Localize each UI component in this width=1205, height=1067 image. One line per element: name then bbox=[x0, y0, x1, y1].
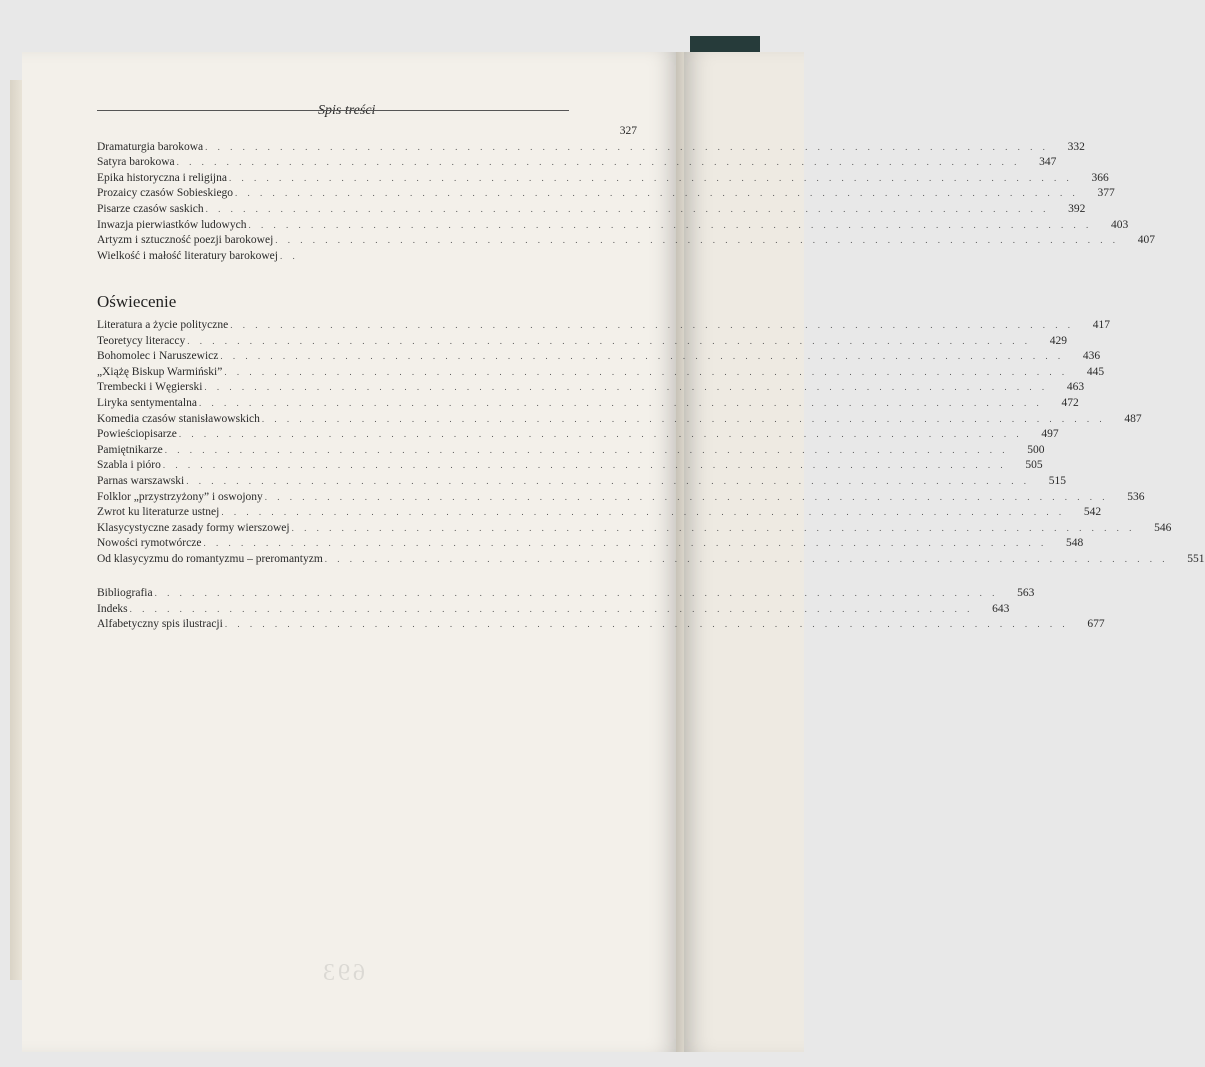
toc-entry bbox=[97, 380, 1085, 396]
toc-entry-title: Pisarze czasów saskich bbox=[97, 202, 204, 215]
toc-entry-page: 366 bbox=[1091, 171, 1109, 184]
toc-entry-page: 542 bbox=[1083, 506, 1102, 519]
toc-leader-dots: . . . . . . . . . . . . . . . . . . . . . . . . . . . . . . . . . . . . . . . . . . . . . . . . . . . . . . . . . . . . . . . . . . . . bbox=[178, 429, 1023, 440]
toc-leader-dots: . . . . . . . . . . . . . . . . . . . . . . . . . . . . . . . . . . . . . . . . . . . . . . . . . . . . . . . . . . . . . . . . . . . . bbox=[187, 335, 1032, 346]
toc-leader-dots: . . . . . . . . . . . . . . . . . . . . . . . . . . . . . . . . . . . . . . . . . . . . . . . . . . . . . . . . . . . . . . . . . . . . bbox=[230, 320, 1074, 330]
toc-entry-title: Komedia czasów stanisławowskich bbox=[97, 412, 260, 425]
toc-entry-page: 487 bbox=[1124, 412, 1142, 425]
toc-entry-title: Wielkość i małość literatury barokowej bbox=[97, 249, 278, 262]
toc-entry bbox=[97, 365, 1105, 381]
toc-entry-title: Powieściopisarze bbox=[97, 428, 177, 441]
toc-entry-page: 677 bbox=[1087, 618, 1105, 631]
toc-entry-title: Bibliografia bbox=[97, 587, 153, 599]
toc-entry-page: 327 bbox=[619, 125, 637, 137]
toc-entry bbox=[97, 443, 1045, 459]
running-header: Spis treści bbox=[318, 103, 376, 118]
toc-entry-title: Od klasycyzmu do romantyzmu – preromantyzm bbox=[97, 552, 323, 565]
toc-entry-title: Satyra barokowa bbox=[97, 156, 175, 169]
toc-entry-title: Pamiętnikarze bbox=[97, 443, 163, 456]
toc-leader-dots: . . . . . . . . . . . . . . . . . . . . . . . . . . . . . . . . . . . . . . . . . . . . . . . . . . . . . . . . . . . . . . . . . . . . bbox=[203, 538, 1048, 549]
toc-entry bbox=[97, 617, 1105, 633]
toc-leader-dots: . . . . . . . . . . . . . . . . . . . . . . . . . . . . . . . . . . . . . . . . . . . . . . . . . . . . . . . . . . . . . . . . . . . . bbox=[205, 203, 1050, 214]
toc-entry-page: 551 bbox=[1187, 552, 1205, 565]
toc-entry bbox=[97, 396, 1079, 412]
toc-entry-page: 563 bbox=[1017, 587, 1035, 599]
toc-leader-dots: . . . . . . . . . . . . . . . . . . . . . . . . . . . . . . . . . . . . . . . . . . . . . . . . . . . . . . . . . . . . . . . . . . . . bbox=[235, 188, 1079, 199]
toc-leader-dots: . . . . . . . . . . . . . . . . . . . . . . . . . . . . . . . . . . . . . . . . . . . . . . . . . . . . . . . . . . . . . . . . . . . . bbox=[275, 235, 1120, 246]
toc-entry-title: Literatura a życie polityczne bbox=[97, 319, 229, 331]
toc-entry bbox=[97, 505, 1102, 521]
toc-entry-page: 536 bbox=[1127, 490, 1145, 503]
toc-leader-dots: . . . . . . . . . . . . . . . . . . . . . . . . . . . . . . . . . . . . . . . . . . . . . . . . . . . . . . . . . . . . . . . . . . . . bbox=[224, 619, 1069, 630]
toc-entry-page: 445 bbox=[1086, 365, 1105, 378]
toc-entry-page: 429 bbox=[1049, 334, 1068, 347]
toc-entry-page: 463 bbox=[1066, 381, 1085, 394]
toc-leader-dots: . . . . . . . . . . . . . . . . . . . . . . . . . . . . . . . . . . . . . . . . . . . . . . . . . . . . . . . . . . . . . . . . . . . . bbox=[164, 444, 1009, 455]
toc-entry-page: 377 bbox=[1097, 187, 1115, 200]
toc-entry-page: 403 bbox=[1110, 218, 1129, 231]
toc-entry-title: Klasycystyczne zasady formy wierszowej bbox=[97, 521, 290, 534]
toc-entry bbox=[97, 124, 637, 140]
toc-leader-dots: . . . . . . . . . . . . . . . . . . . . . . . . . . . . . . . . . . . . . . . . . . . . . . . . . . . . . . . . . . . . . . . . . . . . bbox=[154, 588, 999, 598]
toc-entry-page: 472 bbox=[1061, 396, 1079, 409]
toc-entry bbox=[97, 249, 637, 265]
toc-leader-dots: . . . . . . . . . . . . . . . . . . . . . . . . . . . . . . . . . . . . . . . . . . . . . . . . . . . . . . . . . . . . . . . . . . . . bbox=[176, 157, 1021, 168]
toc-entry bbox=[97, 521, 1172, 537]
toc-entry-page: 500 bbox=[1027, 443, 1045, 456]
toc-entry bbox=[97, 552, 1205, 568]
toc-entry-page: 643 bbox=[992, 602, 1010, 615]
bleed-through-page-number: 693 bbox=[320, 960, 365, 986]
toc-entry bbox=[97, 318, 1110, 334]
toc-entry bbox=[97, 218, 1129, 234]
toc-section-baroque bbox=[97, 124, 1156, 264]
toc-entry-title: Inwazja pierwiastków ludowych bbox=[97, 218, 247, 231]
toc-entry-title: Liryka sentymentalna bbox=[97, 396, 197, 409]
toc-entry-page: 407 bbox=[1137, 234, 1156, 247]
toc-entry-title: Bohomolec i Naruszewicz bbox=[97, 350, 219, 363]
toc-entry bbox=[97, 202, 1086, 218]
toc-leader-dots: . . . . . . . . . . . . . . . . . . . . . . . . . . . . . . . . . . . . . . . . . . . . . . . . . . . . . . . . . . . . . . . . . . . . bbox=[220, 351, 1065, 362]
toc-leader-dots: . . . . . . . . . . . . . . . . . . . . . . . . . . . . . . . . . . . . . . . . . . . . . . . . . . . . . . . . . . . . . . . . . . . . bbox=[248, 219, 1093, 230]
toc-entry-title: Nowości rymotwórcze bbox=[97, 537, 202, 550]
toc-entry bbox=[97, 586, 1035, 602]
toc-entry-page: 515 bbox=[1048, 474, 1066, 487]
toc-entry bbox=[97, 490, 1145, 506]
toc-entry bbox=[97, 155, 1057, 171]
toc-entry-title: Artyzm i sztuczność poezji barokowej bbox=[97, 234, 274, 247]
toc-entry-title: Folklor „przystrzyżony” i oswojony bbox=[97, 490, 263, 503]
toc-leader-dots: . . . . . . . . . . . . . . . . . . . . . . . . . . . . . . . . . . . . . . . . . . . . . . . . . . . . . . . . . . . . . . . . . . . . bbox=[162, 460, 1007, 471]
toc-leader-dots: . . . . . . . . . . . . . . . . . . . . . . . . . . . . . . . . . . . . . . . . . . . . . . . . . . . . . . . . . . . . . . . . . . . . bbox=[205, 141, 1049, 152]
toc-entry bbox=[97, 602, 1010, 618]
toc-entry-title: Epika historyczna i religijna bbox=[97, 171, 227, 184]
toc-entry-title: Indeks bbox=[97, 602, 128, 615]
toc-leader-dots: . . . . . . . . . . . . . . . . . . . . . . . . . . . . . . . . . . . . . . . . . . . . . . . . . . . . . . . . . . . . . . . . . . . . bbox=[221, 507, 1066, 518]
toc-leader-dots: . . . . . . . . . . . . . . . . . . . . . . . . . . . . . . . . . . . . . . . . . . . . . . . . . . . . . . . . . . . . . . . . . . . . bbox=[186, 475, 1030, 486]
toc-entry-title: „Xiążę Biskup Warmiński” bbox=[97, 365, 223, 378]
toc-section-backmatter bbox=[97, 586, 1105, 633]
toc-section-enlightenment bbox=[97, 318, 1205, 568]
toc-entry-title: Teoretycy literaccy bbox=[97, 334, 186, 347]
toc-leader-dots: . . . . . . . . . . . . . . . . . . . . . . . . . . . . . . . . . . . . . . . . . . . . . . . . . . . . . . . . . . . . . . . . . . . . bbox=[291, 522, 1136, 533]
toc-entry-title: Zwrot ku literaturze ustnej bbox=[97, 506, 220, 519]
toc-leader-dots: . . . . . . . . . . . . . . . . . . . . . . . . . . . . . . . . . . . . . . . . . . . . . . . . . . . . . . . . . . . . . . . . . . . . bbox=[198, 397, 1043, 408]
toc-entry bbox=[97, 349, 1101, 365]
toc-entry-page: 392 bbox=[1068, 202, 1086, 215]
toc-leader-dots: . . . . . . . . . . . . . . . . . . . . . . . . . . . . . . . . . . . . . . . . . . . . . . . . . . . . . . . . . . . . . . . . . . . . bbox=[224, 366, 1069, 377]
toc-leader-dots: . . . . . . . . . . . . . . . . . . . . . . . . . . . . . . . . . . . . . . . . . . . . . . . . . . . . . . . . . . . . . . . . . . . . bbox=[129, 603, 974, 614]
toc-entry-page: 347 bbox=[1039, 156, 1057, 169]
toc-entry-page: 436 bbox=[1082, 350, 1101, 363]
toc-entry-title: Parnas warszawski bbox=[97, 474, 185, 487]
toc-leader-dots: . . . . . . . . . . . . . . . . . . . . . . . . . . . . . . . . . . . . . . . . . . . . . . . . . . . . . . . . . . . . . . . . . . . . bbox=[264, 491, 1109, 502]
toc-entry-page: 417 bbox=[1092, 319, 1110, 331]
toc-entry-page: 497 bbox=[1041, 428, 1059, 441]
toc-leader-dots: . . . . . . . . . . . . . . . . . . . . . . . . . . . . . . . . . . . . . . . . . . . . . . . . . . . . . . . . . . . . . . . . . . . . bbox=[228, 172, 1073, 183]
toc-entry bbox=[97, 536, 1084, 552]
toc-entry-title: Prozaicy czasów Sobieskiego bbox=[97, 187, 234, 200]
toc-entry bbox=[97, 186, 1115, 202]
toc-entry-page: 548 bbox=[1065, 537, 1084, 550]
section-heading: Oświecenie bbox=[97, 292, 177, 311]
header-rule bbox=[97, 110, 569, 111]
toc-entry bbox=[97, 427, 1059, 443]
toc-entry-title: Alfabetyczny spis ilustracji bbox=[97, 618, 223, 631]
toc-entry-page: 332 bbox=[1067, 140, 1085, 153]
toc-entry-page: 546 bbox=[1154, 521, 1172, 534]
toc-entry bbox=[97, 474, 1066, 490]
toc-entry-title: Szabla i pióro bbox=[97, 459, 161, 472]
toc-entry-page: 505 bbox=[1025, 459, 1043, 472]
toc-entry bbox=[97, 458, 1043, 474]
toc-entry bbox=[97, 334, 1068, 350]
toc-leader-dots: . . bbox=[279, 250, 299, 261]
toc-entry bbox=[97, 233, 1156, 249]
toc-entry-title: Dramaturgia barokowa bbox=[97, 140, 204, 153]
toc-entry bbox=[97, 412, 1142, 428]
toc-entry bbox=[97, 171, 1109, 187]
toc-entry-title: Trembecki i Węgierski bbox=[97, 381, 203, 394]
toc-leader-dots: . . . . . . . . . . . . . . . . . . . . . . . . . . . . . . . . . . . . . . . . . . . . . . . . . . . . . . . . . . . . . . . . . . . . bbox=[324, 553, 1169, 564]
toc-leader-dots: . . . . . . . . . . . . . . . . . . . . . . . . . . . . . . . . . . . . . . . . . . . . . . . . . . . . . . . . . . . . . . . . . . . . bbox=[204, 382, 1049, 393]
toc-leader-dots: . . . . . . . . . . . . . . . . . . . . . . . . . . . . . . . . . . . . . . . . . . . . . . . . . . . . . . . . . . . . . . . . . . . . bbox=[261, 413, 1106, 424]
toc-entry bbox=[97, 140, 1085, 156]
